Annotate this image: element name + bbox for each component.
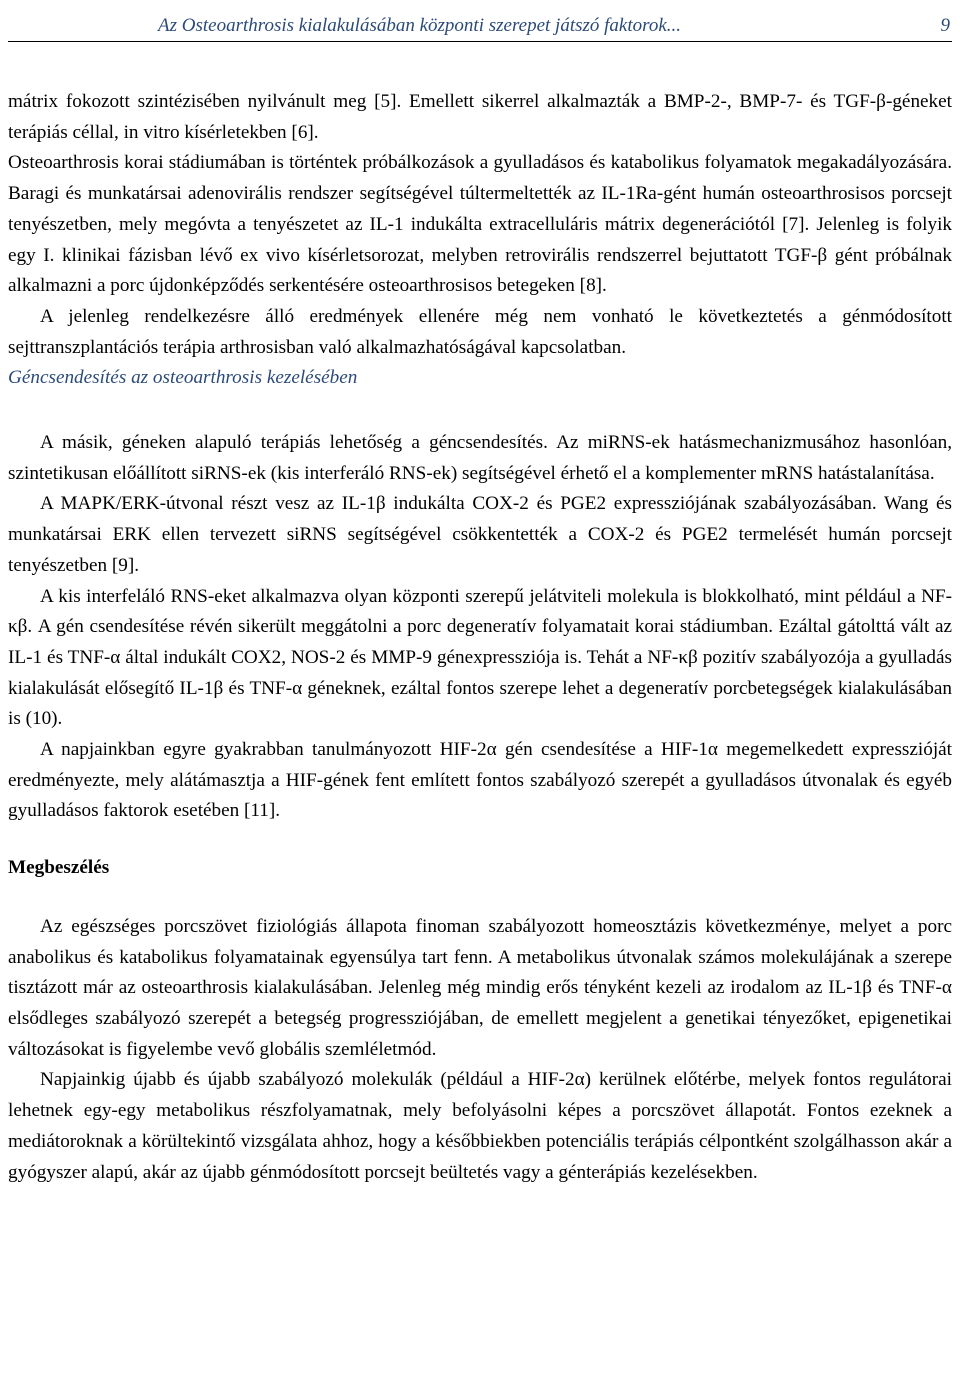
paragraph-4: A másik, géneken alapuló terápiás lehetőség a géncsendesítés. Az miRNS-ek hatásmechanizmusához hasonlóan, szintetikusan előállított siRNS-ek (kis interferáló RNS-ek) segítségével érhető el a komplementer mRNS hatástalanítása. [8, 432, 952, 484]
body-text [8, 87, 952, 1188]
running-header [8, 0, 952, 42]
paragraph-9: Napjainkig újabb és újabb szabályozó molekulák (például a HIF-2α) kerülnek előtérbe, melyek fontos regulátorai lehetnek egy-egy metabolikus részfolyamatnak, mely befolyásolni képes a porcszövet állapotát. Fontos ezeknek a mediátoroknak a körültekintő vizsgálata ahhoz, hogy a későbbiekben potenciális terápiás célpontként szolgálhasson akár a gyógyszer alapú, akár az újabb génmódosított porcsejt beültetés vagy a génterápiás kezelésekben. [8, 1069, 952, 1183]
paragraph-6: A kis interfeláló RNS-eket alkalmazva olyan központi szerepű jelátviteli molekula is blokkolható, mint például a NF-κβ. A gén csendesítése révén sikerült meggátolni a porc degeneratív folyamatait korai stádiumban. Ezáltal gátolttá vált az IL-1 és TNF-α által indukált COX2, NOS-2 és MMP-9 génexpressziója is. Tehát a NF-κβ pozitív szabályozója a gyulladás kialakulását elősegítő IL-1β és TNF-α géneknek, ezáltal fontos szerepe lehet a degeneratív porcbetegségek kialakulásában is (10). [8, 585, 952, 730]
paragraph-8: Az egészséges porcszövet fiziológiás állapota finoman szabályozott homeosztázis következménye, melyet a porc anabolikus és katabolikus folyamatainak egyensúlya tart fenn. A metabolikus útvonalak számos molekulájának a szerepe tisztázott már az osteoarthrosis kialakulásában. Jelenleg még mindig erős tényként kezeli az irodalom az IL-1β és TNF-α elsődleges szabályozó szerepét a betegség progressziójában, de emellett megjelent a genetikai tényezőket, epigenetikai változásokat is figyelembe vevő globális szemléletmód. [8, 915, 952, 1060]
subheading-gene-silencing: Géncsendesítés az osteoarthrosis kezelésében [8, 367, 358, 389]
document-page [8, 0, 952, 1188]
paragraph-1: mátrix fokozott szintézisében nyilvánult meg [5]. Emellett sikerrel alkalmazták a BMP-2-, BMP-7- és TGF-β-géneket terápiás céllal, in vitro kísérletekben [6]. [8, 91, 952, 143]
paragraph-2: Osteoarthrosis korai stádiumában is történtek próbálkozások a gyulladásos és katabolikus folyamatok megakadályozására. Baragi és munkatársai adenovirális rendszer segítségével túltermeltették az IL-1Ra-gént humán osteoarthrosisos porcsejt tenyészetben, mely megóvta a tenyészetet az IL-1 indukálta extracelluláris mátrix degenerációtól [7]. Jelenleg is folyik egy I. klinikai fázisban lévő ex vivo kísérletsorozat, melyben retrovirális rendszerrel bejuttatott TGF-β gént próbálnak alkalmazni a porc újdonképződés serkentésére osteoarthrosisos betegeken [8]. [8, 152, 952, 297]
header-title: Az Osteoarthrosis kialakulásában központi szerepet játszó faktorok... [158, 15, 682, 36]
paragraph-7: A napjainkban egyre gyakrabban tanulmányozott HIF-2α gén csendesítése a HIF-1α megemelkedett expresszióját eredményezte, mely alátámasztja a HIF-gének fent említett fontos szabályozó szerepét a gyulladásos útvonalak és egyéb gyulladásos faktorok esetében [11]. [8, 739, 952, 822]
paragraph-3: A jelenleg rendelkezésre álló eredmények ellenére még nem vonható le következtetés a génmódosított sejttranszplantációs terápia arthrosisban való alkalmazhatóságával kapcsolatban. [8, 305, 952, 358]
paragraph-5: A MAPK/ERK-útvonal részt vesz az IL-1β indukálta COX-2 és PGE2 expressziójának szabályozásában. Wang és munkatársai ERK ellen tervezett siRNS segítségével csökkentették a COX-2 és PGE2 termelését humán porcsejt tenyészetben [9]. [8, 493, 952, 576]
section-heading-discussion: Megbeszélés [8, 857, 110, 879]
page-number: 9 [940, 15, 950, 36]
